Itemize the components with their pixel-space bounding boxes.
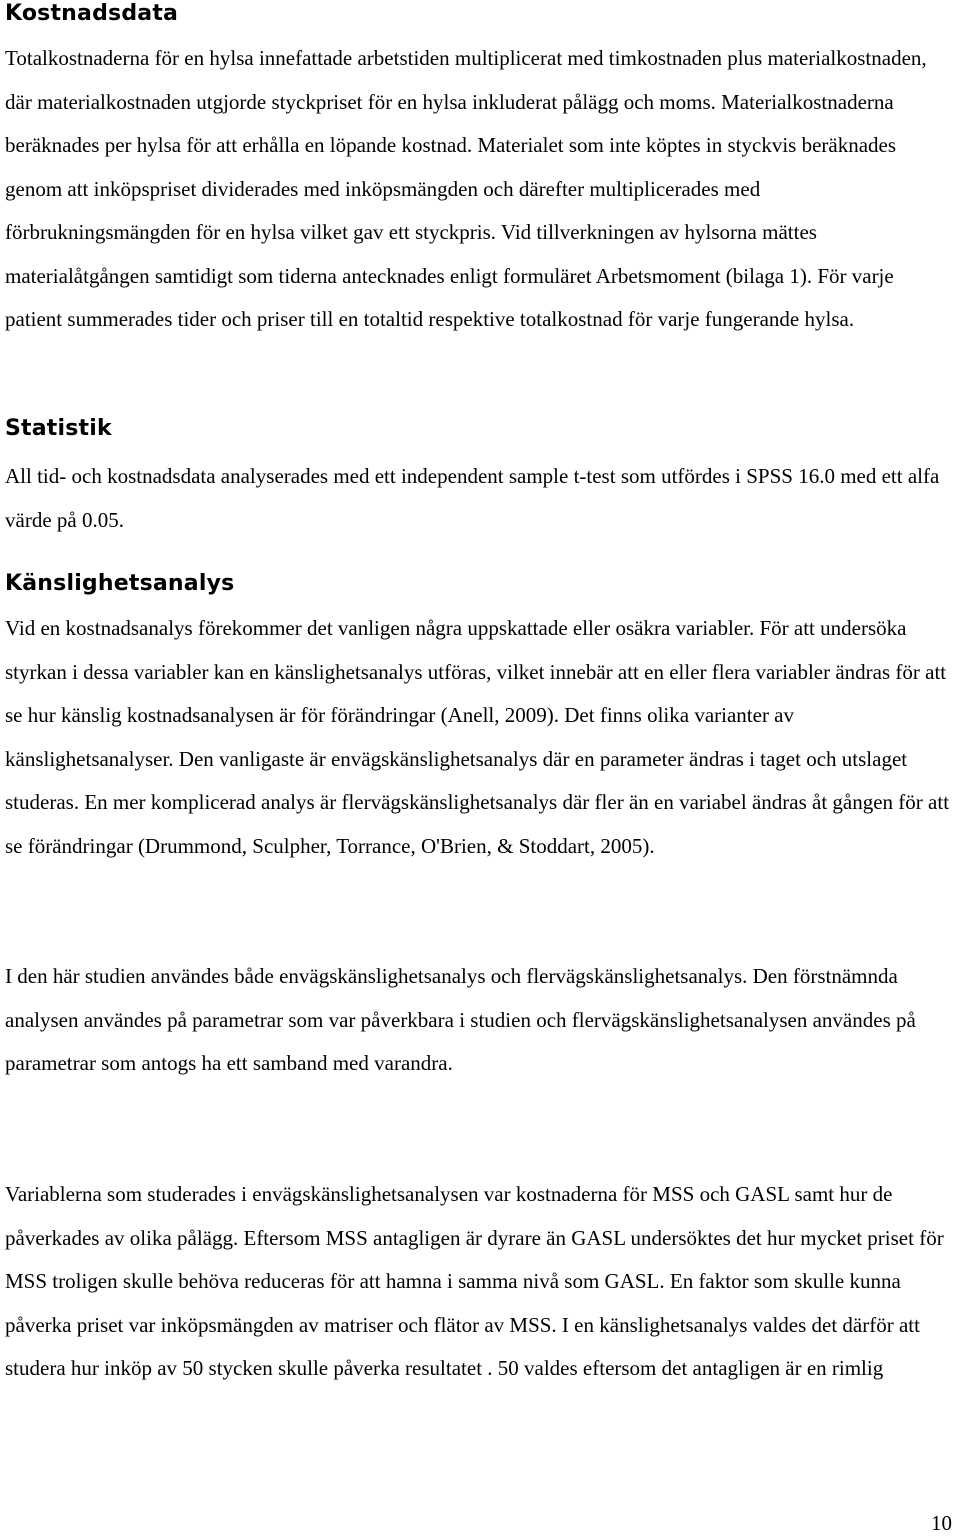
heading-kostnadsdata: Kostnadsdata	[5, 1, 179, 26]
paragraph-kostnadsdata: Totalkostnaderna för en hylsa innefattade arbetstiden multiplicerat med timkostnaden plus materialkostnaden, där materialkostnaden utgjorde styckpriset för en hylsa inkluderat pålägg och moms. Materialkostnaderna beräknades per hylsa för att erhålla en löpande kostnad. Materialet som inte köptes in styckvis beräknades genom att inköpspriset dividerades med inköpsmängden och därefter multiplicerades med förbrukningsmängden för en hylsa vilket gav ett styckpris. Vid tillverkningen av hylsorna mättes materialåtgången samtidigt som tiderna antecknades enligt formuläret Arbetsmoment (bilaga 1). För varje patient summerades tider och priser till en totaltid respektive totalkostnad för varje fungerande hylsa.	[5, 46, 927, 331]
paragraph-kanslighetsanalys-2: I den här studien användes både envägskänslighetsanalys och flervägskänslighetsanalys. Den förstnämnda analysen användes på parametrar som var påverkbara i studien och flervägskänslighetsanalysen användes på parametrar som antogs ha ett samband med varandra.	[5, 964, 916, 1075]
page-number: 10	[931, 1511, 952, 1535]
paragraph-kanslighetsanalys-1: Vid en kostnadsanalys förekommer det vanligen några uppskattade eller osäkra variabler. För att undersöka styrkan i dessa variabler kan en känslighetsanalys utföras, vilket innebär att en eller flera variabler ändras för att se hur känslig kostnadsanalysen är för förändringar (Anell, 2009). Det finns olika varianter av känslighetsanalyser. Den vanligaste är envägskänslighetsanalys där en parameter ändras i taget och utslaget studeras. En mer komplicerad analys är flervägskänslighetsanalys där fler än en variabel ändras åt gången för att se förändringar (Drummond, Sculpher, Torrance, O'Brien, & Stoddart, 2005).	[5, 616, 950, 858]
heading-statistik: Statistik	[5, 416, 112, 441]
paragraph-kanslighetsanalys-3: Variablerna som studerades i envägskänslighetsanalysen var kostnaderna för MSS och GASL samt hur de påverkades av olika pålägg. Eftersom MSS antagligen är dyrare än GASL undersöktes det hur mycket priset för MSS troligen skulle behöva reduceras för att hamna i samma nivå som GASL. En faktor som skulle kunna påverka priset var inköpsmängden av matriser och flätor av MSS. I en känslighetsanalys valdes det därför att studera hur inköp av 50 stycken skulle påverka resultatet . 50 valdes eftersom det antagligen är en rimlig	[5, 1182, 944, 1380]
paragraph-statistik: All tid- och kostnadsdata analyserades med ett independent sample t-test som utfördes i SPSS 16.0 med ett alfa värde på 0.05.	[5, 464, 940, 532]
heading-kanslighetsanalys: Känslighetsanalys	[5, 571, 235, 596]
